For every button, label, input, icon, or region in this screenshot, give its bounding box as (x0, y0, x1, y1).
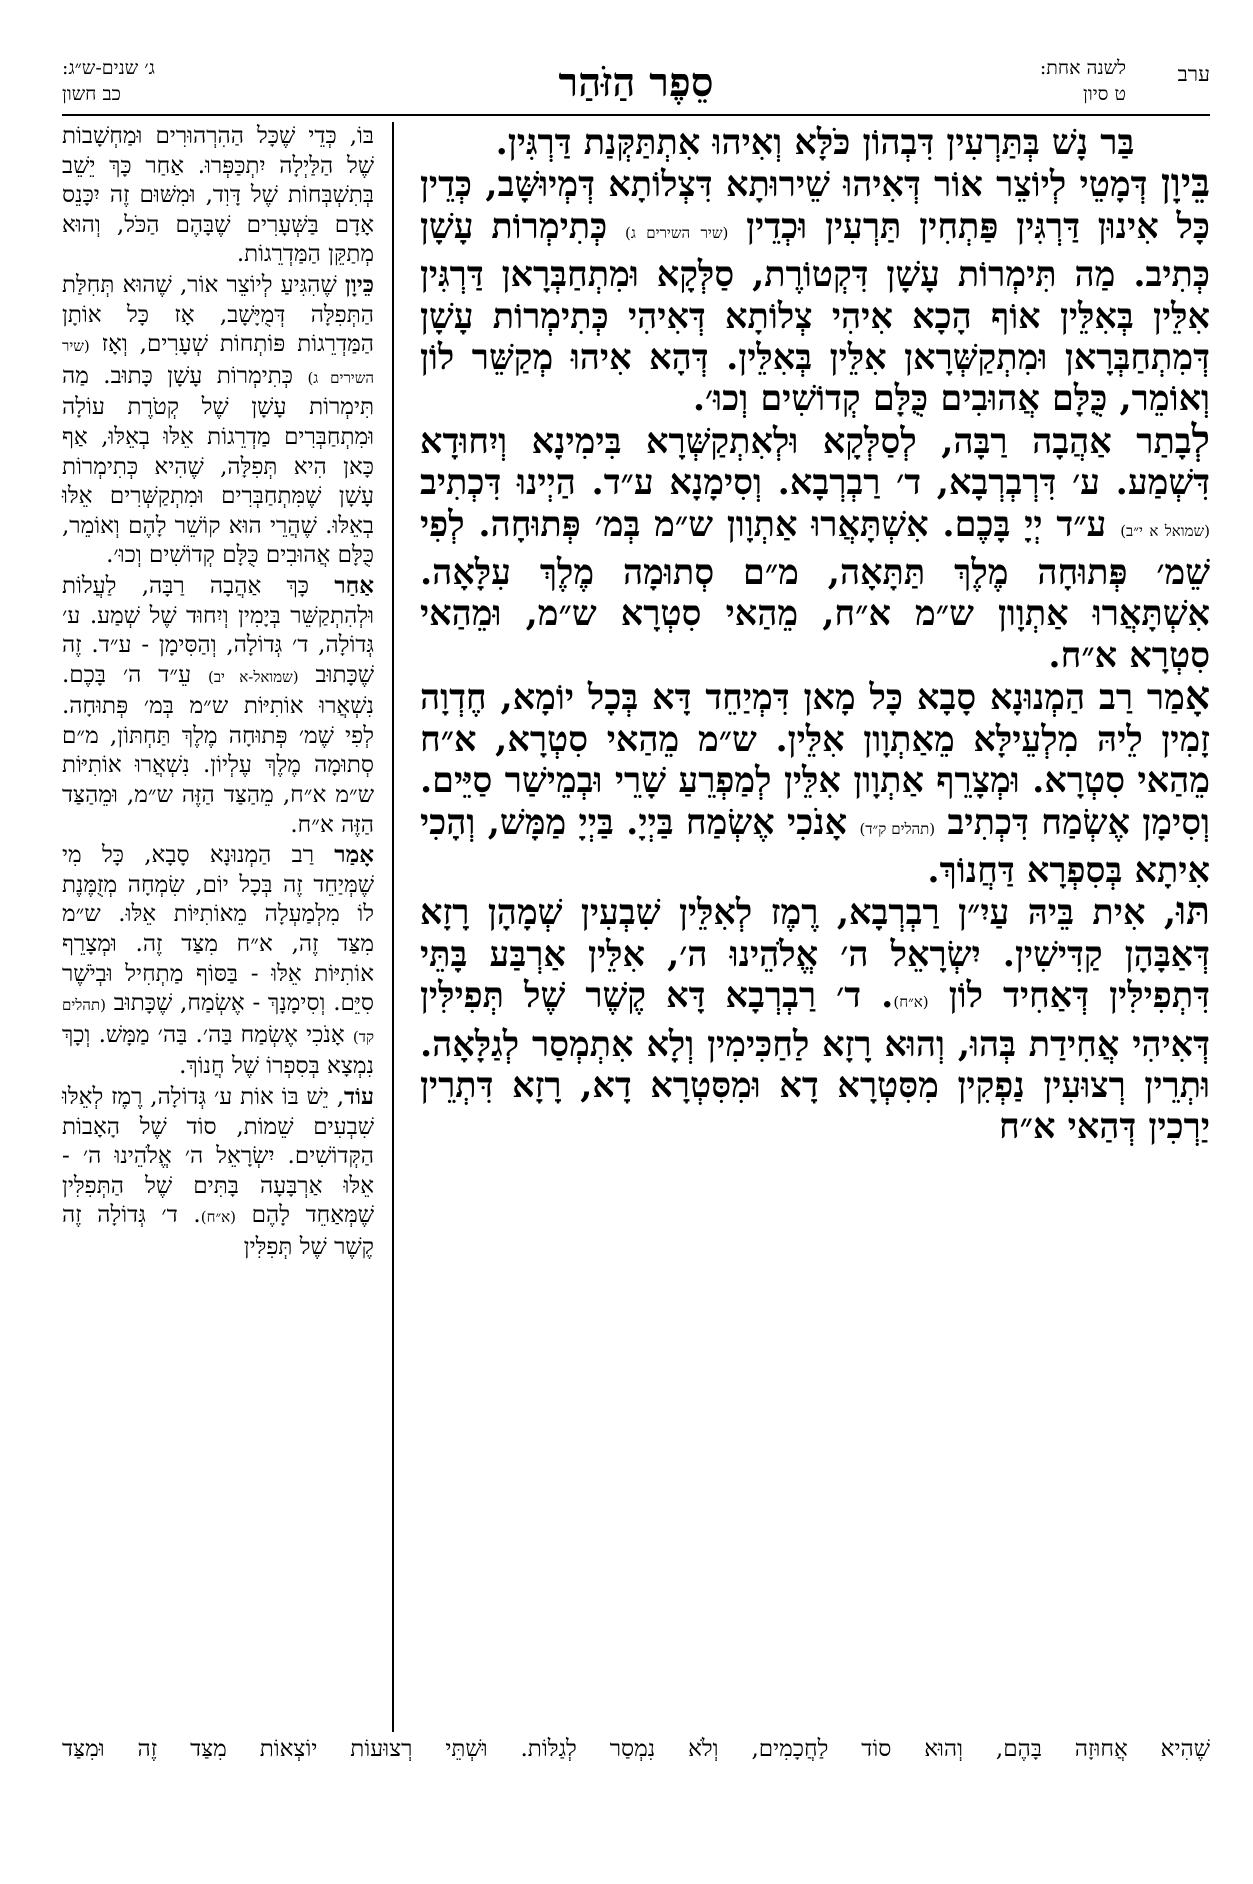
lead-word: אַחַר (334, 571, 374, 599)
paragraph-text: בּוֹ, כְּדֵי שֶׁכָּל הַהִרְהוּרִים וּמַחְשָׁבוֹת שֶׁל הַלַּיְלָה יִתְכַּפְּרוּ. אַחַר כָּךְ יֵשֵׁב בְּתִשְׁבְּחוֹת שֶׁל דָּוִד, וּמִשּׁוּם זֶה יִכָּנֵס אָדָם בַּשְּׁעָרִים שֶׁבָּהֶם הַכֹּל, וְהוּא מְתַקֵּן הַמַּדְרֵגוֹת. (62, 123, 374, 268)
paragraph-text: שֶׁהִגִּיעַ לְיוֹצֵר אוֹר, שֶׁהוּא תְּחִלַּת הַתְּפִלָּה דְּמֻיָּשָׁב, אָז כָּל אוֹתָן הַמַּדְרֵגוֹת פּוֹתְחוֹת שְׁעָרִים, וְאָז (62, 271, 374, 358)
paragraph (420, 160, 1210, 420)
paragraph-text: , יֵשׁ בּוֹ אוֹת ע׳ גְּדוֹלָה, רֶמֶז לְאֵלּוּ שִׁבְעִים שֵׁמוֹת, סוֹד שֶׁל הָאָבוֹת הַקְּדוֹשִׁים. יִשְׂרָאֵל ה׳ אֱלֹהֵינוּ ה׳ - אֵלּוּ אַרְבָּעָה בָּתִּים שֶׁל הַתְּפִלִּין שֶׁמְּאַחֵד לָהֶם (62, 1084, 374, 1229)
paragraph (420, 888, 1210, 1148)
paragraph-text: אָנֹכִי אֶשְׂמַח בַּה׳. בַּה׳ מַמָּשׁ. וְכָךְ נִמְצָא בְּסִפְרוֹ שֶׁל חֲנוֹךְ. (62, 1021, 374, 1080)
text-columns (62, 122, 1210, 1732)
paragraph-text: . ד׳ רַבְרְבָא דָּא קֶשֶׁר שֶׁל תְּפִילִּין דְּאִיהִי אֲחִידַת בְּהוּ, וְהוּא רָזָא לַחַכִּימִין וְלָא אִתְמְסַר לְגַלָּאָה. וּתְרֵין רְצוּעִין נַפְקִין מִסִּטְרָא דָא וּמִסִּטְרָא דָא, רָזָא דִּתְרֵין יַרְכִין דְּהַאי א״ח (420, 975, 1210, 1148)
other-date-label: כב חשון (62, 83, 121, 105)
paragraph (420, 673, 1211, 891)
source-reference: (תהלים קד) (62, 996, 374, 1046)
paragraph-text: . ד׳ גְּדוֹלָה זֶה קֶשֶׁר שֶׁל תְּפִלִּין (62, 1202, 374, 1260)
lead-word: כֵּיוָן (344, 270, 374, 298)
lead-word: בֵּיוָן (1160, 160, 1210, 207)
paragraph-text: אָנֹכִי אֶשְׂמַח בַּיְיָ. בַּיְיָ מַמָּשׁ, וְהָכִי אִיתָא בְּסִפְרָא דַּחֲנוֹךְ. (420, 801, 1210, 891)
years-label: ג׳ שנים-ש״ג: (62, 57, 155, 79)
paragraph-text: ע״ד יְיָ בָּכֶם. אִשְׁתָּאֲרוּ אַתְוָון ש״מ בְּמ׳ פְּתוּחָה. לְפִי שֵׁמ׳ פְּתוּחָה מֶלֶךְ תַּתָּאָה, מ״ם סְתוּמָה מֶלֶךְ עִלָּאָה. אִשְׁתָּאֲרוּ אַתְוָון ש״מ א״ח, מֵהַאי סִטְרָא ש״מ, וּמֵהַאי סִטְרָא א״ח. (420, 503, 1210, 676)
zohar-page (62, 56, 1210, 1846)
paragraph-text: כְּתִימְרוֹת עָשָׁן כָּתוּב. מַה תִּימְרוֹת עָשָׁן שֶׁל קְטֹרֶת עוֹלָה וּמִתְחַבְּרִים מַדְרֵגוֹת אֵלּוּ בְאֵלּוּ, אַף כָּאן הִיא תְּפִלָּה, שֶׁהִיא כְּתִימְרוֹת עָשָׁן שֶׁמִּתְחַבְּרִים וּמִתְקַשְּׁרִים אֵלּוּ בְאֵלּוּ. שֶׁהֲרֵי הוּא קוֹשֵׁר לָהֶם וְאוֹמֵר, כֻּלָּם אֲהוּבִים כֻּלָּם קְדוֹשִׁים וְכוּ׳. (62, 362, 374, 569)
source-reference: (שיר השירים ג) (625, 223, 729, 242)
lead-word: תּוּ (1176, 888, 1210, 935)
source-reference: (א״ח) (200, 1208, 237, 1227)
paragraph-text: כְּתִימְרוֹת עָשָׁן כְּתִיב. מַה תִּימְרוֹת עָשָׁן דִּקְטוֹרֶת, סַלְּקָא וּמִתְחַבְּרָאן דַּרְגִּין אִלֵּין בְּאִלֵּין אוֹף הָכָא אִיהִי צְלוֹתָא דְּאִיהִי כְּתִימְרוֹת עָשָׁן דְּמִתְחַבְּרָאן וּמִתְקַשְּׁרָאן אִלֵּין בְּאִלֵּין. דְּהָא אִיהוּ מְקַשֵּׁר לוֹן וְאוֹמֵר, כֻּלָּם אֲהוּבִים כֻּלָּם קְדוֹשִׁים וְכוּ׳. (420, 205, 1210, 420)
paragraph-text: דְּמָטֵי לְיוֹצֵר אוֹר דְּאִיהוּ שֵׁירוּתָא דִּצְלוֹתָא דְּמְיוּשָּׁב, כְּדֵין כָּל אִינוּן דַּרְגִּין פַּתְחִין תַּרְעִין וּכְדֵין (420, 164, 1210, 247)
paragraph (62, 571, 374, 840)
source-reference: (א״ח) (893, 993, 929, 1012)
paragraph (62, 122, 374, 270)
header-rule (62, 114, 1210, 116)
paragraph-text: כָּךְ אַהֲבָה רַבָּה, לַעֲלוֹת וּלְהִתְקַשֵּׁר בְּיָמִין וְיִחוּד שֶׁל שְׁמַע. ע׳ גְּדוֹלָה, ד׳ גְּדוֹלָה, וְהַסִּימָן - ע״ד. זֶה שֶׁכָּתוּב (62, 572, 375, 688)
column-divider (392, 122, 394, 1732)
lead-word: אָ (1184, 673, 1210, 720)
source-reference: (שמואל א י״ב) (1120, 521, 1210, 540)
paragraph-text: מַר רַב הַמְנוּנָא סָבָא כָּל מָאן דִּמְיַחֵד דָּא בְּכָל יוֹמָא, חֶדְוָה זָמִין לֵיהּ מִלְעֵילָּא מֵאַתְוָון אִלֵּין. ש״מ מֵהַאי סִטְרָא, א״ח מֵהַאי סִטְרָא. וּמְצָרֵף אַתְוָון אִלֵּין לְמַפְרֵעַ שָׁרֵי וּבְמֵישַׁר סַיֵּים. וְסִימָן אֶשְׂמַח דִּכְתִיב (420, 677, 1211, 843)
paragraph-text: , אִית בֵּיהּ עַיִ״ן רַבְרְבָא, רֶמֶז לְאִלֵּין שִׁבְעִין שְׁמָהָן רָזָא דְּאַבָּהָן קַדִּישִׁין. יִשְׂרָאֵל ה׳ אֱלֹהֵינוּ ה׳, אִלֵּין אַרְבַּע בָּתֵּי דִּתְפִילִּין דְּאַחִיד לוֹן (420, 892, 1210, 1017)
paragraph (420, 416, 1210, 676)
paragraph (62, 270, 374, 571)
paragraph-text: רַב הַמְנוּנָא סָבָא, כָּל מִי שֶׁמְּיַחֵד זֶה בְּכָל יוֹם, שִׂמְחָה מְזֻמֶּנֶת לוֹ מִלְמַעְלָה מֵאוֹתִיּוֹת אֵלּוּ. ש״מ מִצַּד זֶה, א״ח מִצַּד זֶה. וּמְצָרֵף אוֹתִיּוֹת אֵלּוּ - בַּסּוֹף מַתְחִיל וּבְיֹשֶׁר סִיֵּם. וְסִימָנָךְ - אֶשְׂמַח, שֶׁכָּתוּב (62, 842, 374, 1017)
lead-word: לְ (1191, 416, 1210, 463)
paragraph-text: בַּר נָשׁ בְּתַּרְעִין דִּבְהוֹן כֹּלָּא וְאִיהוּ אִתְתַּקְּנַת דַּרְגִּין. (495, 122, 1135, 163)
source-reference: (שמואל-א יב) (207, 667, 299, 686)
lead-word: עוֹד (344, 1083, 374, 1110)
page-header (62, 56, 1210, 122)
paragraph-text: עֵ״ד ה׳ בָּכֶם. נִשְׁאֲרוּ אוֹתִיּוֹת ש״מ בְּמ׳ פְּתוּחָה. לְפִי שֶׁמ׳ פְּתוּחָה מֶלֶךְ תַּחְתּוֹן, מ״ם סְתוּמָה מֶלֶךְ עֶלְיוֹן. נִשְׁאֲרוּ אוֹתִיּוֹת ש״מ א״ח, מֵהַצַּד הַזֶּה ש״מ, וּמֵהַצַּד הַזֶּה א״ח. (62, 661, 374, 838)
source-reference: (שיר השירים ג) (62, 337, 374, 387)
paragraph (62, 840, 374, 1082)
paragraph (62, 1082, 374, 1263)
date-label: ט סיון (1082, 83, 1126, 105)
day-label: לשנה אחת: (1039, 57, 1126, 79)
book-title: סֵפֶר הַזֹּהַר (558, 59, 714, 106)
aramaic-text-column (420, 122, 1210, 1148)
lead-word: אָמַר (334, 841, 374, 869)
section-label: ערב (1177, 62, 1210, 86)
source-reference: (תהלים ק״ד) (859, 819, 936, 838)
footer-line: שֶׁהִיא אֲחוּזָה בָּהֶם, וְהוּא סוֹד לַחֲכָמִים, וְלֹא נִמְסַר לְגַלּוֹת. וּשְׁתֵּי רְצוּעוֹת יוֹצְאוֹת מִצַּד זֶה וּמִצַּד (62, 1736, 1210, 1762)
paragraph (420, 122, 1210, 163)
paragraph-text: בָתַר אַהֲבָה רַבָּה, לְסַלְּקָא וּלְאִתְקַשְּׁרָא בִּימִינָא וְיִחוּדָא דִּשְׁמַע. ע׳ דִּרְבְרְבָא, ד׳ רַבְרְבָא. וְסִימָנָא ע״ד. הַיְינוּ דִּכְתִיב (420, 420, 1210, 504)
hebrew-translation-column (62, 122, 374, 1263)
